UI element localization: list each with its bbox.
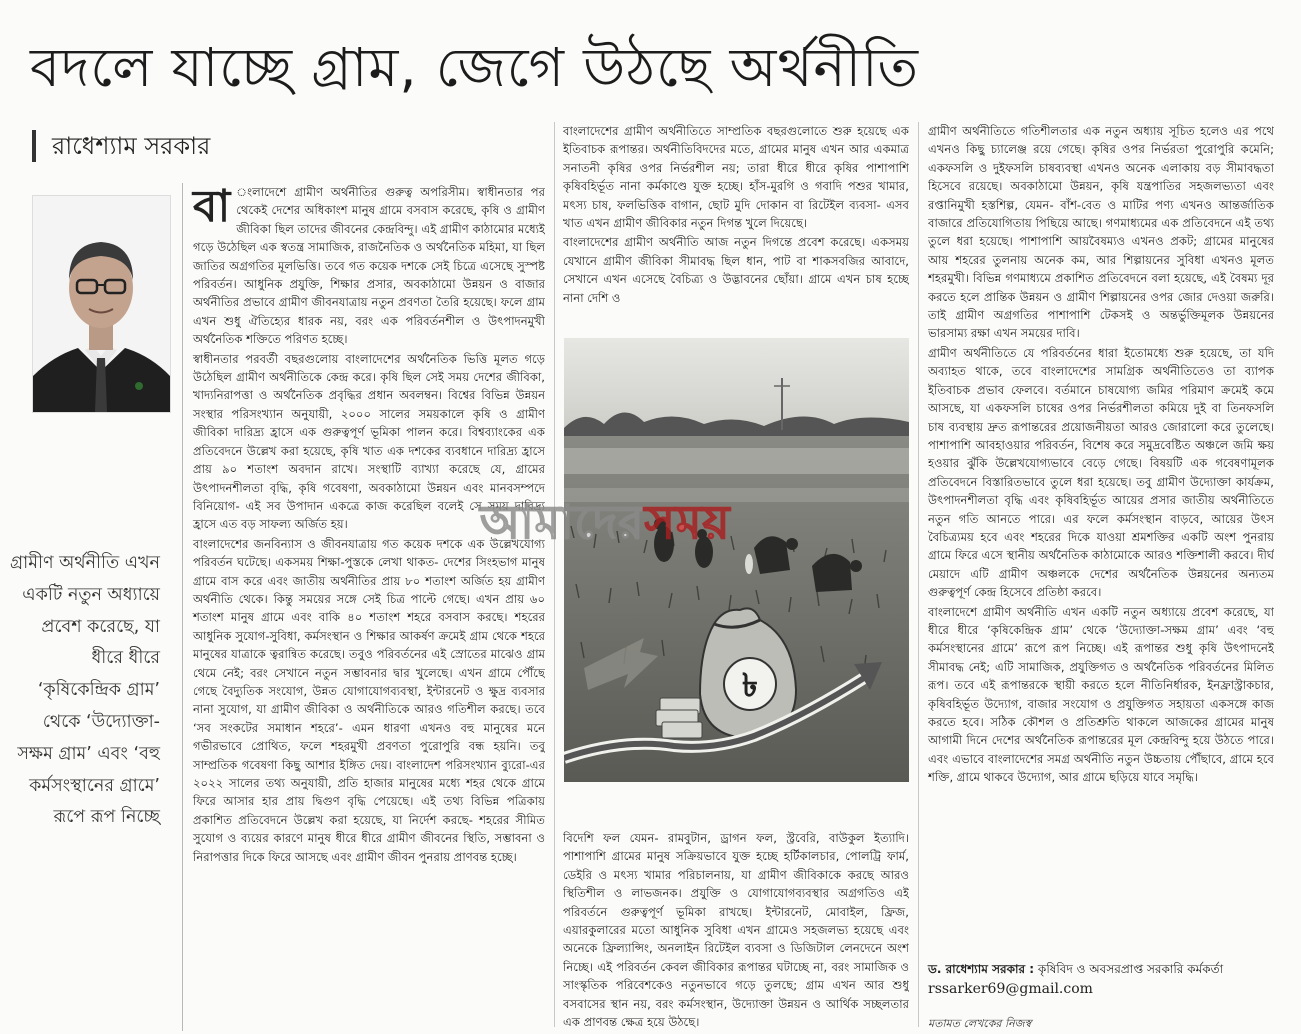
author-portrait-illustration: [33, 196, 170, 412]
paragraph-7: গ্রামীণ অর্থনীতিতে গতিশীলতার এক নতুন অধ্যায় সূচিত হলেও এর পথে এখনও কিছু চ্যালেঞ্জ রয়ে গেছে। কৃষির ওপর নির্ভরতা পুরোপুরি কমেনি; একফসলি ও দুইফসলি চাষব্যবস্থা এখনও অনেক এলাকায় বড় সীমাবদ্ধতা হিসেবে রয়েছে। অবকাঠামো উন্নয়ন, কৃষি যন্ত্রপাতির সহজলভ্যতা এবং রপ্তানিমুখী হস্তশিল্প, যেমন- বাঁশ-বেত ও মাটির পণ্য এখনও আন্তর্জাতিক বাজারে প্রতিযোগিতায় পিছিয়ে আছে। গণমাধ্যমের এক প্রতিবেদনে এই তথ্য তুলে ধরা হয়েছে। পাশাপাশি আয়বৈষম্যও এখনও প্রকট; গ্রামের মানুষের আয় শহরের তুলনায় অনেক কম, আর শিল্পায়নের সুবিধা এখনও মূলত শহরমুখী। বিভিন্ন গণমাধ্যমে প্রকাশিত প্রতিবেদনে বলা হয়েছে, এই বৈষম্য দূর করতে হলে প্রান্তিক উন্নয়ন ও গ্রামীণ শিল্পায়নের ওপর জোর দেওয়া জরুরি। তাই গ্রামীণ অগ্রগতির পাশাপাশি টেকসই ও অন্তর্ভুক্তিমূলক উন্নয়নের ভারসাম্য রক্ষা এখন সময়ের দাবি।: [928, 124, 1274, 341]
byline-bar: [32, 130, 36, 162]
article-headline: বদলে যাচ্ছে গ্রাম, জেগে উঠছে অর্থনীতি: [30, 36, 920, 99]
previous-page-text-strip: [0, 0, 1301, 8]
author-name: রাধেশ্যাম সরকার: [52, 132, 211, 160]
paragraph-1: [193, 183, 545, 349]
newspaper-watermark: [480, 488, 731, 564]
paragraph-1-text: ংলাদেশে গ্রামীণ অর্থনীতির গুরুত্ব অপরিসীম। স্বাধীনতার পর থেকেই দেশের অধিকাংশ মানুষ গ্রামে বসবাস করেছে, কৃষি ও গ্রামীণ জীবিকা ছিল তাদের জীবনের কেন্দ্রবিন্দু। এই গ্রামীণ কাঠামোর মধ্যেই গড়ে উঠেছিল এক স্বতন্ত্র সামাজিক, রাজনৈতিক ও অর্থনৈতিক মহিমা, যা ছিল জাতির অগ্রগতির মূলভিত্তি। তবে গত কয়েক দশকে সেই চিত্রে এসেছে সুস্পষ্ট পরিবর্তন। আধুনিক প্রযুক্তি, শিক্ষার প্রসার, অবকাঠামো উন্নয়ন ও বাজার অর্থনীতির প্রভাবে গ্রামীণ জীবনযাত্রায় নতুন প্রবণতা তৈরি হয়েছে। ফলে গ্রাম এখন শুধু ঐতিহ্যের ধারক নয়, বরং এক পরিবর্তনশীল ও উৎপাদনমুখী অর্থনৈতিক শক্তিতে পরিণত হচ্ছে।: [193, 185, 545, 347]
opinion-disclaimer: মতামত লেখকের নিজস্ব: [928, 1017, 1032, 1030]
paragraph-9: বাংলাদেশে গ্রামীণ অর্থনীতি এখন একটি নতুন অধ্যায়ে প্রবেশ করেছে, যা ধীরে ধীরে ‘কৃষিকেন্দ্রিক গ্রাম’ থেকে ‘উদ্যোক্তা-সক্ষম গ্রাম’ এবং ‘বহু কর্মসংস্থানের গ্রামে’ রূপে রূপ নিচ্ছে। এই রূপান্তর শুধু কৃষি উৎপাদনেই সীমাবদ্ধ নেই; এটি সামাজিক, প্রযুক্তিগত ও অর্থনৈতিক পরিবর্তনের মিলিত রূপ। তবে এই রূপান্তরকে স্থায়ী করতে হলে নীতিনির্ধারক, ইনফ্রাস্ট্রাকচার, কৃষিবহির্ভূত উদ্যোগ, বাজার সংযোগ ও প্রযুক্তিগত সহায়তা একসঙ্গে কাজ করতে হবে। সঠিক কৌশল ও প্রতিশ্রুতি থাকলে আজকের গ্রামের মানুষ আগামী দিনে দেশের অর্থনৈতিক রূপান্তরের মূল কেন্দ্রবিন্দু হয়ে উঠতে পারে। এবং এভাবে বাংলাদেশের সমগ্র অর্থনীতি নতুন উচ্চতায় পৌঁছাবে, গ্রামে হবে শক্তি, গ্রামে থাকবে উদ্যোগ, আর গ্রামে ছড়িয়ে যাবে সমৃদ্ধি।: [928, 604, 1274, 785]
article-column-3: [928, 122, 1274, 952]
watermark-part-1: আমাদের: [480, 495, 645, 549]
pull-quote: গ্রামীণ অর্থনীতি এখন একটি নতুন অধ্যায়ে প্রবেশ করেছে, যা ধীরে ধীরে ‘কৃষিকেন্দ্রিক গ্রাম’ থেকে ‘উদ্যোক্তা-সক্ষম গ্রাম’ এবং ‘বহু কর্মসংস্থানের গ্রামে’ রূপে রূপ নিচ্ছে: [10, 553, 160, 828]
paragraph-3: বাংলাদেশের জনবিন্যাস ও জীবনযাত্রায় গত কয়েক দশকে এক উল্লেখযোগ্য পরিবর্তন ঘটেছে। একসময় শিক্ষা-পুস্তকে লেখা থাকত- দেশের সিংহভাগ মানুষ গ্রামে বাস করে এবং জাতীয় অর্থনীতির প্রায় ৮০ শতাংশ অর্জিত হয় গ্রামীণ অর্থনীতি থেকে। কিন্তু সময়ের সঙ্গে সেই চিত্র পাল্টে গেছে। এখন প্রায় ৬০ শতাংশ মানুষ গ্রামে এবং বাকি ৪০ শতাংশ শহরে বসবাস করছে। শহরের আধুনিক সুযোগ-সুবিধা, কর্মসংস্থান ও শিক্ষার আকর্ষণ ক্রমেই গ্রাম থেকে শহরে মানুষের যাত্রাকে ত্বরান্বিত করেছে। তবুও পরিবর্তনের এই স্রোতের মাঝেও গ্রাম থেমে নেই; বরং সেখানে নতুন সম্ভাবনার দ্বার খুলেছে। এখন গ্রামে পৌঁছে গেছে বৈদ্যুতিক সংযোগ, উন্নত যোগাযোগব্যবস্থা, ইন্টারনেট ও ক্ষুদ্র ব্যবসার নানা সুযোগ, যা গ্রামীণ জীবিকা ও অর্থনীতিকে আরও গতিশীল করছে। তবে ‘সব সংকটের সমাধান শহরে’- এমন ধারণা এখনও বহু মানুষের মনে গভীরভাবে প্রোথিত, ফলে শহরমুখী প্রবণতা পুরোপুরি বন্ধ হয়নি। তবু সাম্প্রতিক গবেষণা কিছু আশার ইঙ্গিত দেয়। বাংলাদেশ পরিসংখ্যান ব্যুরো-এর ২০২২ সালের তথ্য অনুযায়ী, প্রতি হাজার মানুষের মধ্যে শহর থেকে গ্রামে ফিরে আসার হার প্রায় দ্বিগুণ বৃদ্ধি পেয়েছে। এই তথ্য বিভিন্ন পত্রিকায় প্রকাশিত প্রতিবেদনে উল্লেখ করা হয়েছে, যা নির্দেশ করছে- শহরের সীমিত সুযোগ ও ব্যয়ের কারণে মানুষ ধীরে ধীরে গ্রামীণ জীবনের স্থিতি, সম্ভাবনা ও নিরাপত্তার দিকে ফিরে আসছে এবং গ্রামীণ জীবন পুনরায় প্রাণবন্ত হচ্ছে।: [193, 536, 545, 864]
byline: [32, 126, 552, 166]
article-column-2-bottom: [563, 829, 909, 1031]
column-divider: [918, 122, 919, 1027]
paragraph-8: গ্রামীণ অর্থনীতিতে যে পরিবর্তনের ধারা ইতোমধ্যে শুরু হয়েছে, তা যদি অব্যাহত থাকে, তবে বাংলাদেশের সামগ্রিক অর্থনীতিতেও তা ব্যাপক ইতিবাচক প্রভাব ফেলবে। বর্তমানে চাষযোগ্য জমির পরিমাণ ক্রমেই কমে আসছে, যা একফসলি চাষের ওপর নির্ভরশীলতা কমিয়ে দুই বা তিনফসলি চাষ ব্যবস্থায় দ্রুত রূপান্তরের প্রয়োজনীয়তা আরও জোরালো করে তুলেছে। পাশাপাশি আবহাওয়ার পরিবর্তন, বিশেষ করে সমুদ্রবেষ্টিত অঞ্চলে জমি ক্ষয় হওয়ার ঝুঁকি উল্লেখযোগ্যভাবে বেড়ে গেছে। বিষয়টি এক গবেষণামূলক প্রতিবেদনে বিস্তারিতভাবে তুলে ধরা হয়েছে। তবু গ্রামীণ উদ্যোক্তা কার্যক্রম, উৎপাদনশীলতা বৃদ্ধি এবং কৃষিবহির্ভূত আয়ের প্রসার জাতীয় অর্থনীতিতে নতুন গতি আনতে পারে। এর ফলে কর্মসংস্থান বাড়বে, আয়ের উৎস বৈচিত্র্যময় হবে এবং শহরের দিকে যাওয়া শ্রমশক্তির একটি অংশ পুনরায় গ্রামে ফিরে এসে স্থানীয় অর্থনৈতিক কাঠামোকে আরও শক্তিশালী করবে। দীর্ঘ মেয়াদে এটি গ্রামীণ অঞ্চলকে দেশের অর্থনৈতিক উন্নয়নের অন্যতম গুরুত্বপূর্ণ কেন্দ্র হিসেবে প্রতিষ্ঠা করবে।: [928, 345, 1274, 600]
author-photo: [32, 195, 171, 413]
paragraph-2: স্বাধীনতার পরবর্তী বছরগুলোয় বাংলাদেশের অর্থনৈতিক ভিত্তি মূলত গড়ে উঠেছিল গ্রামীণ অর্থনীতিকে কেন্দ্র করে। কৃষি ছিল সেই সময় দেশের জীবিকা, খাদ্যনিরাপত্তা ও অর্থনৈতিক প্রবৃদ্ধির প্রধান অবলম্বন। বিশ্বের বিভিন্ন উন্নয়ন সংস্থার পরিসংখ্যান অনুযায়ী, ২০০০ সালের সময়কালে কৃষি ও গ্রামীণ জীবিকা দারিদ্র্য হ্রাসে এক গুরুত্বপূর্ণ ভূমিকা পালন করে। বিশ্বব্যাংকের এক প্রতিবেদনে উল্লেখ করা হয়েছে, কৃষি খাত এক দশকের ব্যবধানে দারিদ্র্য হ্রাসে প্রায় ৯০ শতাংশ অবদান রাখে। সংস্থাটি ব্যাখ্যা করেছে যে, গ্রামের উৎপাদনশীলতা বৃদ্ধি, কৃষি গবেষণা, অবকাঠামো উন্নয়ন এবং মানবসম্পদে বিনিয়োগ- এই সব উপাদান একত্রে কাজ করেছিল বলেই সে সময় দারিদ্র্য হ্রাসে এত বড় সাফল্য অর্জিত হয়।: [193, 351, 545, 532]
paragraph-6: বিদেশি ফল যেমন- রামবুটান, ড্রাগন ফল, স্ট্রবেরি, বাউকুল ইত্যাদি। পাশাপাশি গ্রামের মানুষ সক্রিয়ভাবে যুক্ত হচ্ছে হর্টিকালচার, পোলট্রি ফার্ম, ডেইরি ও মৎস্য খামার পরিচালনায়, যা গ্রামীণ জীবিকাকে করছে আরও স্থিতিশীল ও লাভজনক। প্রযুক্তি ও যোগাযোগব্যবস্থার অগ্রগতিও এই পরিবর্তনে গুরুত্বপূর্ণ ভূমিকা রাখছে। ইন্টারনেট, মোবাইল, ফ্রিজ, এয়ারকুলারের মতো আধুনিক সুবিধা এখন গ্রামেও সহজলভ্য হয়েছে এবং অনেকে ফ্রিল্যান্সিং, অনলাইন রিটেইল ব্যবসা ও ডিজিটাল লেনদেনে অংশ নিচ্ছে। এই পরিবর্তন কেবল জীবিকার রূপান্তর ঘটাচ্ছে না, বরং সামাজিক ও সাংস্কৃতিক পরিবেশকেও নতুনভাবে গড়ে তুলছে; গ্রাম এখন আর শুধু বসবাসের স্থান নয়, বরং কর্মসংস্থান, উদ্যোক্তা উন্নয়ন ও আর্থিক সচ্ছলতার এক প্রাণবন্ত ক্ষেত্র হয়ে উঠছে।: [563, 831, 909, 1030]
drop-cap: বা: [193, 183, 231, 232]
author-note-name: ড. রাধেশ্যাম সরকার :: [928, 962, 1035, 976]
paragraph-5: বাংলাদেশের গ্রামীণ অর্থনীতি আজ নতুন দিগন্তে প্রবেশ করেছে। একসময় যেখানে গ্রামীণ জীবিকা সীমাবদ্ধ ছিল ধান, পাট বা শাকসবজির আবাদে, সেখানে এখন এসেছে বৈচিত্র্য ও উদ্ভাবনের ছোঁয়া। গ্রামে এখন চাষ হচ্ছে নানা দেশি ও: [563, 235, 909, 305]
author-note: [928, 960, 1274, 978]
article-column-2-top: [563, 122, 909, 348]
author-note-description: কৃষিবিদ ও অবসরপ্রাপ্ত সরকারি কর্মকর্তা: [1037, 962, 1224, 976]
author-email: rssarker69@gmail.com: [928, 981, 1093, 997]
taka-symbol: ৳: [742, 666, 758, 704]
paragraph-4: বাংলাদেশের গ্রামীণ অর্থনীতিতে সাম্প্রতিক বছরগুলোতে শুরু হয়েছে এক ইতিবাচক রূপান্তর। অর্থনীতিবিদদের মতে, গ্রামের মানুষ এখন আর একমাত্র সনাতনী কৃষির ওপর নির্ভরশীল নয়; তারা ধীরে ধীরে কৃষির পাশাপাশি কৃষিবহির্ভূত নানা কর্মকাণ্ডে যুক্ত হচ্ছে। হাঁস-মুরগি ও গবাদি পশুর খামার, মৎস্য চাষ, ফলভিত্তিক বাগান, ছোট মুদি দোকান বা রিটেইল ব্যবসা- এসব খাত এখন গ্রামীণ জীবিকার নতুন দিগন্ত খুলে দিয়েছে।: [563, 124, 909, 231]
watermark-part-2: সময়: [644, 495, 731, 549]
article-column-1: [182, 183, 545, 1031]
column-divider: [554, 122, 555, 1027]
